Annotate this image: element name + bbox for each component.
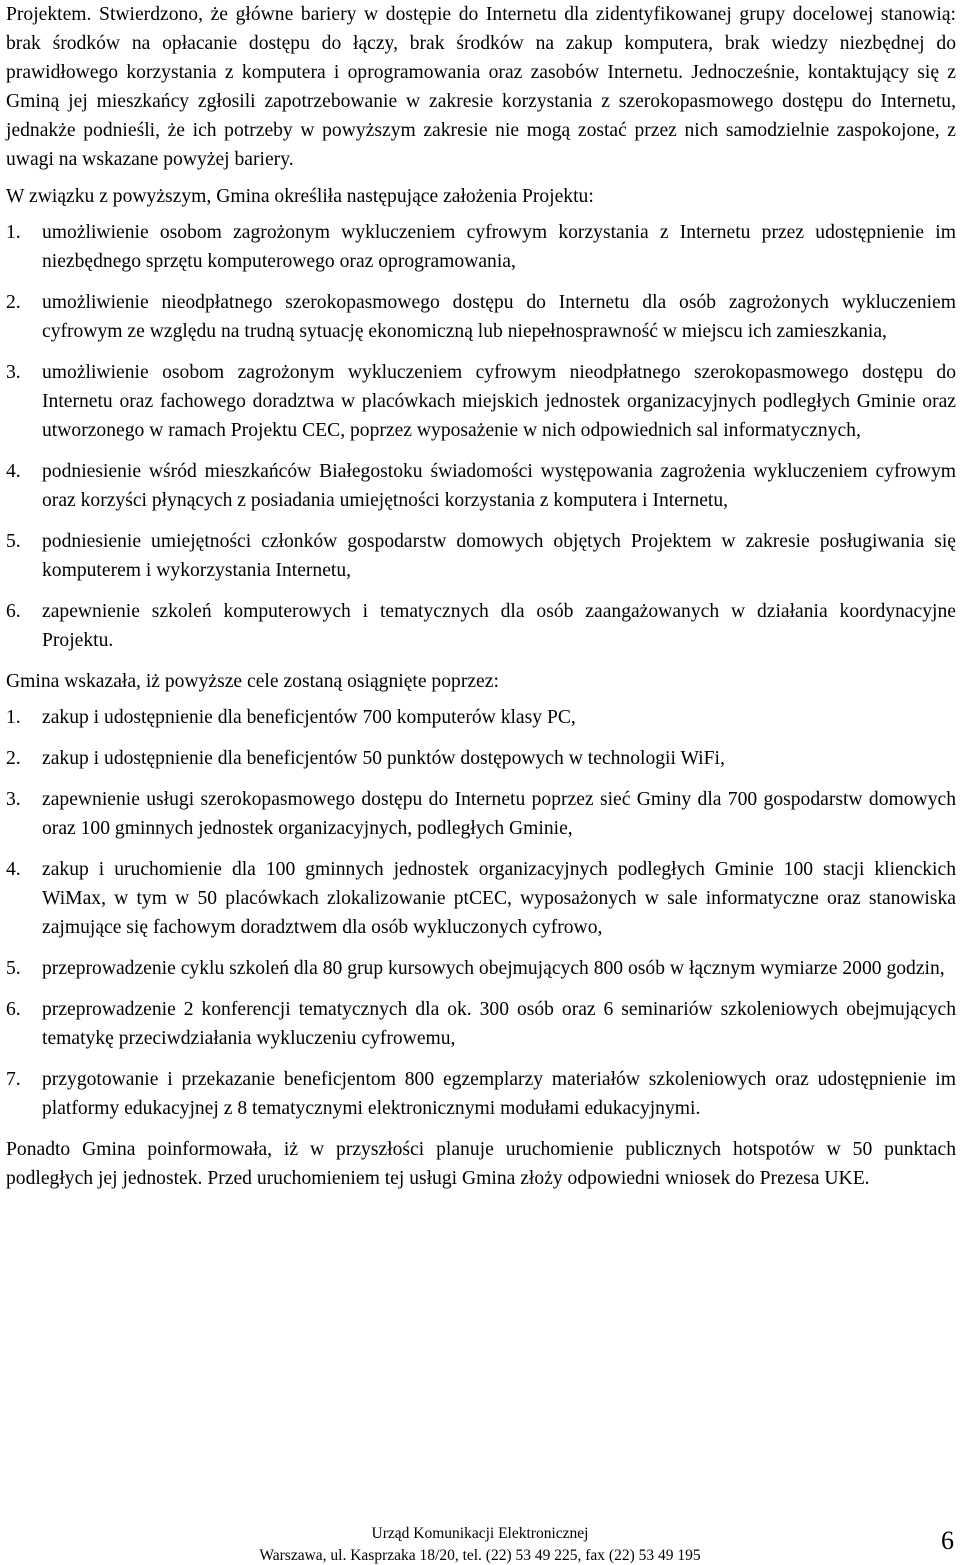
list-item <box>6 597 956 655</box>
list-item-text: zakup i udostępnienie dla beneficjentów 700 komputerów klasy PC, <box>42 707 576 728</box>
list-item-number: 2. <box>6 748 21 769</box>
list-item-text: przeprowadzenie cyklu szkoleń dla 80 grup kursowych obejmujących 800 osób w łącznym wymiarze 2000 godzin, <box>42 958 945 979</box>
list-item <box>6 855 956 942</box>
list-item <box>6 288 956 346</box>
list-item-number: 1. <box>6 222 21 243</box>
list-item-number: 6. <box>6 601 21 622</box>
list-item-number: 3. <box>6 362 21 383</box>
goals-list <box>6 703 956 1123</box>
list-item <box>6 457 956 515</box>
list-item-text: umożliwienie osobom zagrożonym wykluczeniem cyfrowym nieodpłatnego szerokopasmowego dostępu do Internetu oraz fachowego doradztwa w placówkach miejskich jednostek organizacyjnych podległych Gminie oraz utworzonego w ramach Projektu CEC, poprzez wyposażenie w nich odpowiednich sal informatycznych, <box>42 362 956 441</box>
list-item-text: zakup i udostępnienie dla beneficjentów 50 punktów dostępowych w technologii WiFi, <box>42 748 725 769</box>
list-item <box>6 527 956 585</box>
list-item-text: podniesienie wśród mieszkańców Białegostoku świadomości występowania zagrożenia wykluczeniem cyfrowym oraz korzyści płynących z posiadania umiejętności korzystania z komputera i Internetu, <box>42 461 956 511</box>
list-item <box>6 785 956 843</box>
list-item-number: 5. <box>6 531 21 552</box>
intro-paragraph: Projektem. Stwierdzono, że główne bariery w dostępie do Internetu dla zidentyfikowanej grupy docelowej stanowią: brak środków na opłacanie dostępu do łączy, brak środków na zakup komputera, brak wiedzy niezbędnej do prawidłowego korzystania z komputera i oprogramowania oraz zasobów Internetu. Jednocześnie, kontaktujący się z Gminą jej mieszkańcy zgłosili zapotrzebowanie w zakresie korzystania z szerokopasmowego dostępu do Internetu, jednakże podnieśli, że ich potrzeby w powyższym zakresie nie mogą zostać przez nich samodzielnie zaspokojone, z uwagi na wskazane powyżej bariery. <box>6 4 956 170</box>
list-item-number: 2. <box>6 292 21 313</box>
list-item-text: podniesienie umiejętności członków gospodarstw domowych objętych Projektem w zakresie posługiwania się komputerem i wykorzystania Internetu, <box>42 531 956 581</box>
page-footer <box>0 1514 960 1564</box>
list-item <box>6 218 956 276</box>
assumptions-list <box>6 218 956 655</box>
list-item-text: zapewnienie usługi szerokopasmowego dostępu do Internetu poprzez sieć Gminy dla 700 gospodarstw domowych oraz 100 gminnych jednostek organizacyjnych, podległych Gminie, <box>42 789 956 839</box>
list-item-number: 4. <box>6 859 21 880</box>
list-item <box>6 954 956 983</box>
footer-organization: Urząd Komunikacji Elektronicznej <box>371 1525 589 1542</box>
list-item-text: zakup i uruchomienie dla 100 gminnych jednostek organizacyjnych podległych Gminie 100 stacji klienckich WiMax, w tym w 50 placówkach zlokalizowanie ptCEC, wyposażonych w sale informatyczne oraz stanowiska zajmujące się fachowym doradztwem dla osób wykluczonych cyfrowo, <box>42 859 956 938</box>
list-item <box>6 358 956 445</box>
closing-paragraph: Ponadto Gmina poinformowała, iż w przyszłości planuje uruchomienie publicznych hotspotów w 50 punktach podległych jej jednostek. Przed uruchomieniem tej usługi Gmina złoży odpowiedni wniosek do Prezesa UKE. <box>6 1139 956 1189</box>
list-item-text: zapewnienie szkoleń komputerowych i tematycznych dla osób zaangażowanych w działania koordynacyjne Projektu. <box>42 601 956 651</box>
page-number: 6 <box>941 1526 954 1555</box>
list-item-text: przygotowanie i przekazanie beneficjentom 800 egzemplarzy materiałów szkoleniowych oraz udostępnienie im platformy edukacyjnej z 8 tematycznymi elektronicznymi modułami edukacyjnymi. <box>42 1069 956 1119</box>
list-item <box>6 703 956 732</box>
footer-address: Warszawa, ul. Kasprzaka 18/20, tel. (22) 53 49 225, fax (22) 53 49 195 <box>259 1547 701 1564</box>
list-item-number: 4. <box>6 461 21 482</box>
document-page <box>6 0 956 1193</box>
goals-intro: Gmina wskazała, iż powyższe cele zostaną osiągnięte poprzez: <box>6 671 499 692</box>
list-item-number: 6. <box>6 999 21 1020</box>
list-item <box>6 995 956 1053</box>
assumptions-intro: W związku z powyższym, Gmina określiła następujące założenia Projektu: <box>6 186 594 207</box>
list-item-number: 7. <box>6 1069 21 1090</box>
list-item-number: 3. <box>6 789 21 810</box>
list-item-number: 1. <box>6 707 21 728</box>
list-item-text: przeprowadzenie 2 konferencji tematycznych dla ok. 300 osób oraz 6 seminariów szkoleniowych obejmujących tematykę przeciwdziałania wykluczeniu cyfrowemu, <box>42 999 956 1049</box>
list-item <box>6 1065 956 1123</box>
list-item-text: umożliwienie osobom zagrożonym wykluczeniem cyfrowym korzystania z Internetu przez udostępnienie im niezbędnego sprzętu komputerowego oraz oprogramowania, <box>42 222 956 272</box>
list-item-text: umożliwienie nieodpłatnego szerokopasmowego dostępu do Internetu dla osób zagrożonych wykluczeniem cyfrowym ze względu na trudną sytuację ekonomiczną lub niepełnosprawność w miejscu ich zamieszkania, <box>42 292 956 342</box>
list-item <box>6 744 956 773</box>
list-item-number: 5. <box>6 958 21 979</box>
